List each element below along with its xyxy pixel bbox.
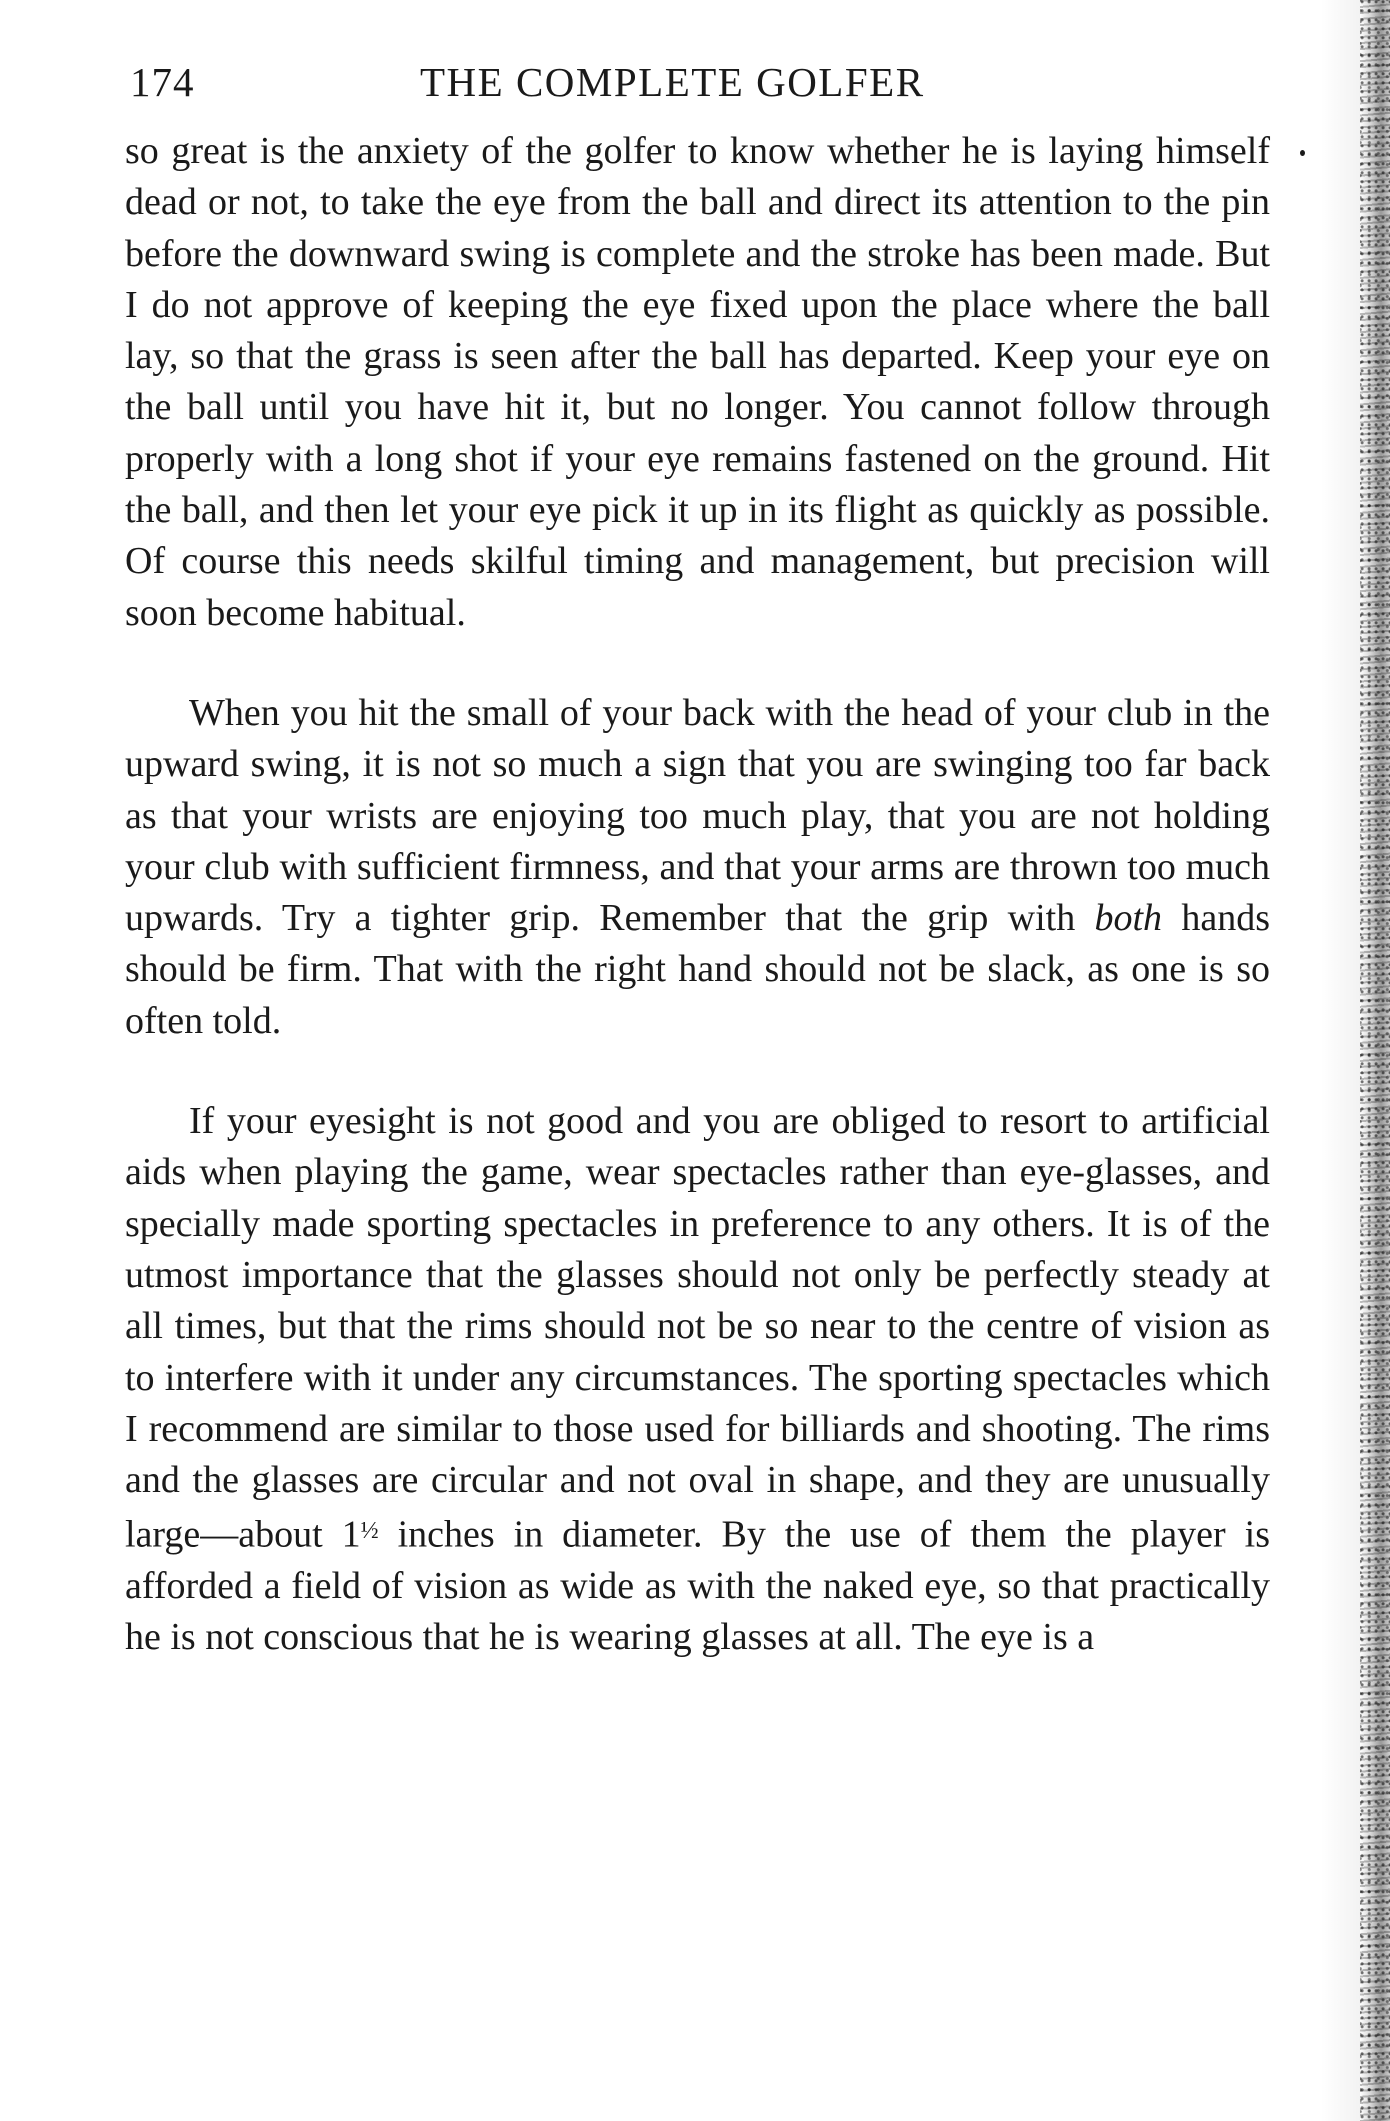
paragraph-2-italic-word: both: [1094, 897, 1163, 940]
paragraph-3-text-end: inches in diameter. By the use of them the player is afforded a field of vision as wide as with the naked eye, so that practically he is not conscious that he is wearing glasses at all. The eye is a: [125, 1513, 1270, 1659]
page-gutter-shade: [1320, 0, 1360, 2121]
page-number: 174: [130, 59, 195, 105]
paragraph-2-text-start: When you hit the small of your back with the head of your club in the upward swing, it is not so much a sign that you are swinging too far back as that your wrists are enjoying too much play, that you are not holding your club with sufficient firmness, and that your arms are thrown too much upwards. Try a tighter grip. Remember that the grip with: [125, 691, 1270, 940]
paragraph-2: [125, 688, 1270, 1047]
paragraph-1: [125, 126, 1270, 639]
paragraph-3-text-start: If your eyesight is not good and you are obliged to resort to artificial aids when playing the game, wear spectacles rather than eye-glasses, and specially made sporting spectacles in preference to any others. It is of the utmost importance that the glasses should not only be perfectly steady at all times, but that the rims should not be so near to the centre of vision as to interfere with it under any circumstances. The sporting spectacles which I recommend are similar to those used for billiards and shooting. The rims and the glasses are circular and not oval in shape, and they are unusually large—about: [125, 1100, 1270, 1556]
paragraph-3-number: 1: [341, 1513, 361, 1556]
paragraph-3-fraction: ½: [360, 1518, 379, 1545]
paragraph-2-text-end: hands should be firm. That with the right hand should not be slack, as one is so often told.: [125, 897, 1270, 1042]
paragraph-3: [125, 1096, 1270, 1664]
book-title: THE COMPLETE GOLFER: [420, 59, 925, 105]
page-edge: [1360, 0, 1390, 2121]
running-head: [130, 52, 1280, 112]
paragraph-1-text: so great is the anxiety of the golfer to know whether he is laying himself dead or not, to take the eye from the ball and direct its attention to the pin before the downward swing is complete and the stroke has been made. But I do not approve of keeping the eye fixed upon the place where the ball lay, so that the grass is seen after the ball has departed. Keep your eye on the ball until you have hit it, but no longer. You cannot follow through properly with a long shot if your eye remains fastened on the ground. Hit the ball, and then let your eye pick it up in its flight as quickly as possible. Of course this needs skilful timing and management, but precision will soon become habitual.: [125, 130, 1270, 634]
body-text: [125, 126, 1270, 1664]
ink-speck: [1300, 150, 1305, 156]
